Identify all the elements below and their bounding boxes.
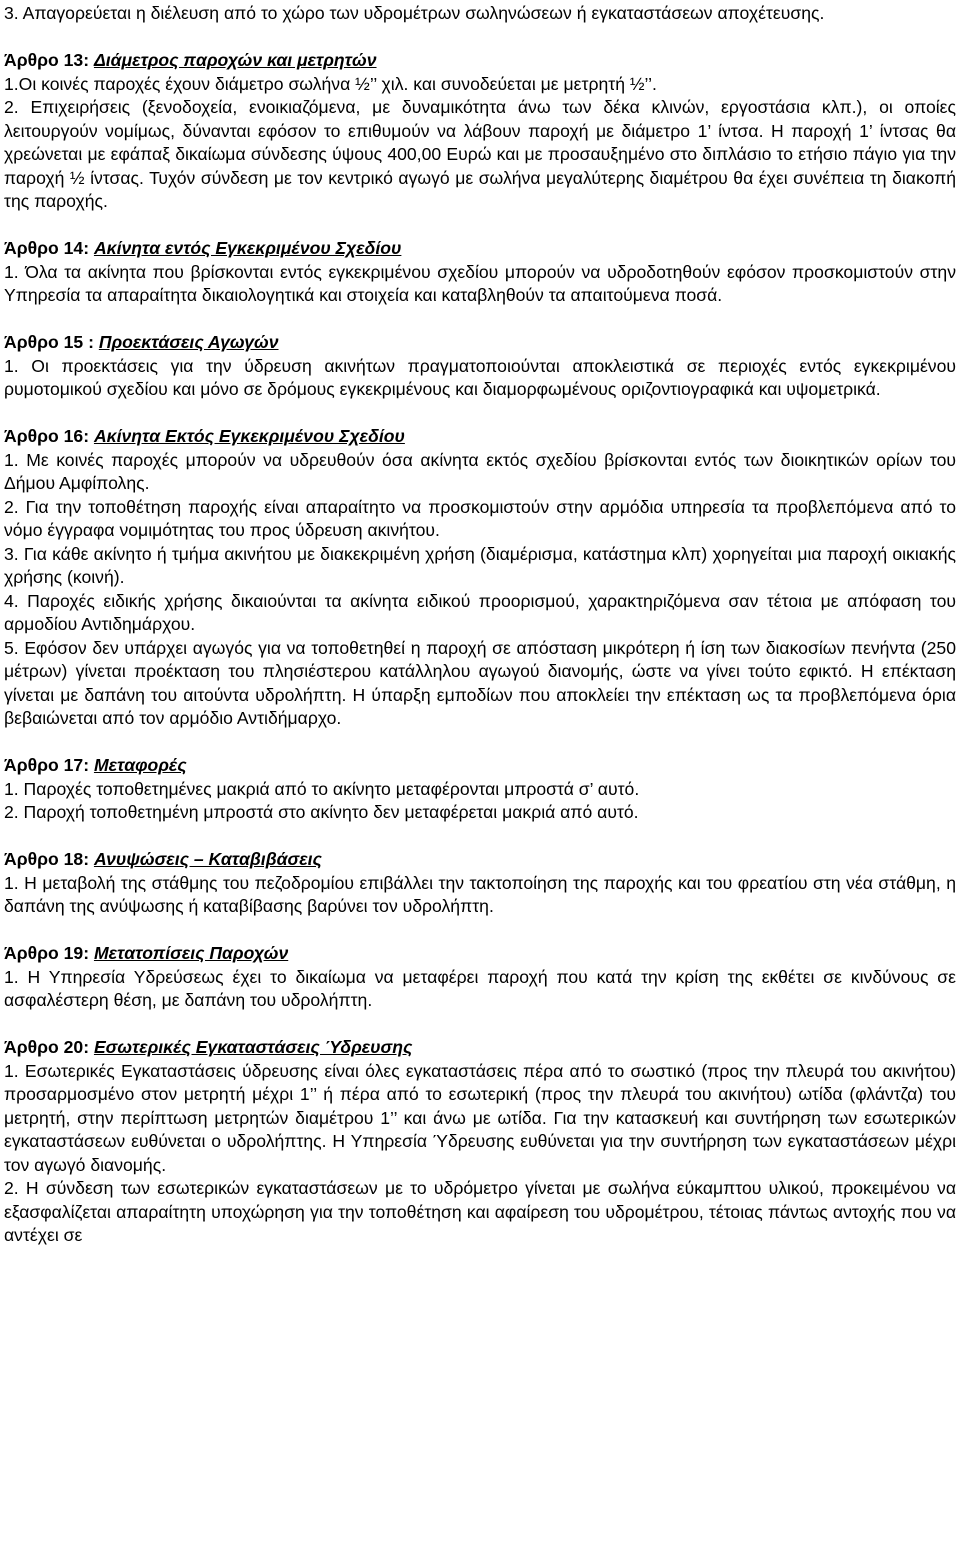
- article-heading: [4, 331, 956, 355]
- paragraph-spacer: [4, 308, 956, 332]
- article-heading: [4, 1036, 956, 1060]
- paragraph: 1. Οι προεκτάσεις για την ύδρευση ακινήτων πραγματοποιούνται αποκλειστικά σε περιοχές εντός εγκεκριμένου ρυμοτομικού σχεδίου και μόνο σε δρόμους εγκεκριμένους και διαμορφωμένους οριζοντιογραφικά και υψομετρικά.: [4, 355, 956, 399]
- paragraph-spacer: [4, 731, 956, 755]
- paragraph: 1. Παροχές τοποθετημένες μακριά από το ακίνητο μεταφέρονται μπροστά σ’ αυτό.: [4, 778, 640, 799]
- paragraph: 1. Όλα τα ακίνητα που βρίσκονται εντός εγκεκριμένου σχεδίου μπορούν να υδροδοτηθούν εφόσον προσκομιστούν στην Υπηρεσία τα απαραίτητα δικαιολογητικά και στοιχεία και καταβληθούν τα απαιτούμενα ποσά.: [4, 261, 956, 305]
- article-heading: [4, 237, 956, 261]
- article-title: Προεκτάσεις Αγωγών: [98, 332, 279, 352]
- article-heading: [4, 425, 956, 449]
- article-number: Άρθρο 17:: [4, 755, 94, 775]
- article-number: Άρθρο 13:: [4, 50, 94, 70]
- paragraph-spacer: [4, 919, 956, 943]
- article-number: Άρθρο 18:: [4, 849, 94, 869]
- article-number: Άρθρο 20:: [4, 1037, 94, 1057]
- article-title: Μεταφορές: [93, 755, 187, 775]
- paragraph: 2. Για την τοποθέτηση παροχής είναι απαραίτητο να προσκομιστούν στην αρμόδια υπηρεσία τα προβλεπόμενα από το νόμο έγγραφα νομιμότητας του προς ύδρευση ακινήτου.: [4, 496, 956, 540]
- paragraph-spacer: [4, 1013, 956, 1037]
- article-heading: [4, 942, 956, 966]
- article-title: Ακίνητα εντός Εγκεκριμένου Σχεδίου: [93, 238, 402, 258]
- article-heading: [4, 49, 956, 73]
- article-title: Ακίνητα Εκτός Εγκεκριμένου Σχεδίου: [93, 426, 405, 446]
- article-heading: [4, 848, 956, 872]
- paragraph-spacer: [4, 26, 956, 50]
- article-number: Άρθρο 16:: [4, 426, 94, 446]
- article-heading: [4, 754, 956, 778]
- paragraph: 2. Επιχειρήσεις (ξενοδοχεία, ενοικιαζόμενα, με δυναμικότητα άνω των δέκα κλινών, εργοστάσια κλπ.), οι οποίες λειτουργούν νομίμως, δύνανται εφόσον το επιθυμούν να λάβουν παροχή με διάμετρο 1’ ίντσα. Η παροχή 1’ ίντσας θα χρεώνεται με εφάπαξ δικαίωμα σύνδεσης ύψους 400,00 Ευρώ και με προσαυξημένο στο διπλάσιο το ετήσιο πάγιο για την παροχή ½ ίντσας. Τυχόν σύνδεση με τον κεντρικό αγωγό με σωλήνα μεγαλύτερης διαμέτρου θα έχει συνέπεια τη διακοπή της παροχής.: [4, 97, 956, 211]
- paragraph-spacer: [4, 825, 956, 849]
- paragraph: 2. Η σύνδεση των εσωτερικών εγκαταστάσεων με το υδρόμετρο γίνεται με σωλήνα εύκαμπτου υλικού, προκειμένου να εξασφαλίζεται απαραίτητη υποχώρηση για την τοποθέτηση και αφαίρεση του υδρομέτρου, τέτοιας πάντως αντοχής που να αντέχει σε: [4, 1178, 956, 1245]
- paragraph-spacer: [4, 402, 956, 426]
- article-title: Εσωτερικές Εγκαταστάσεις Ύδρευσης: [93, 1037, 413, 1057]
- article-number: Άρθρο 15 :: [4, 332, 99, 352]
- article-number: Άρθρο 19:: [4, 943, 94, 963]
- paragraph-spacer: [4, 214, 956, 238]
- paragraph: 4. Παροχές ειδικής χρήσης δικαιούνται τα ακίνητα ειδικού προορισμού, χαρακτηριζόμενα σαν τέτοια με απόφαση του αρμοδίου Αντιδημάρχου.: [4, 590, 956, 634]
- article-title: Μετατοπίσεις Παροχών: [93, 943, 289, 963]
- article-title: Ανυψώσεις – Καταβιβάσεις: [93, 849, 322, 869]
- paragraph: 5. Εφόσον δεν υπάρχει αγωγός για να τοποθετηθεί η παροχή σε απόσταση μικρότερη ή ίση των διακοσίων πενήντα (250 μέτρων) γίνεται προέκταση του πλησιέστερου κατάλληλου αγωγού διανομής, ώστε να γίνει τούτο εφικτό. Η επέκταση γίνεται με δαπάνη του αιτούντα υδρολήπτη. Η ύπαρξη εμποδίων που αποκλείει την επέκταση ως τα προβλεπόμενα όρια βεβαιώνεται από τον αρμόδιο Αντιδήμαρχο.: [4, 637, 956, 728]
- paragraph: 1. Η μεταβολή της στάθμης του πεζοδρομίου επιβάλλει την τακτοποίηση της παροχής και του φρεατίου στη νέα στάθμη, η δαπάνη της ανύψωσης ή καταβίβασης βαρύνει τον υδρολήπτη.: [4, 872, 956, 916]
- paragraph: 3. Απαγορεύεται η διέλευση από το χώρο των υδρομέτρων σωληνώσεων ή εγκαταστάσεων αποχέτευσης.: [4, 3, 825, 23]
- paragraph: 1. Εσωτερικές Εγκαταστάσεις ύδρευσης είναι όλες εγκαταστάσεις πέρα από το σωστικό (προς την πλευρά του ακινήτου) προσαρμοσμένο στον μετρητή μέχρι 1’’ ή πέρα από το εσωτερική (προς την πλευρά του ακινήτου) ωτίδα (φλάντζα) του μετρητή, στην περίπτωση μετρητών διαμέτρου 1’’ και άνω με ωτίδα. Για την κατασκευή και συντήρηση των εσωτερικών εγκαταστάσεων ευθύνεται ο υδρολήπτης. Η Υπηρεσία Ύδρευσης ευθύνεται για την συντήρηση των εγκαταστάσεων μέχρι τον αγωγό διανομής.: [4, 1060, 956, 1175]
- paragraph: 2. Παροχή τοποθετημένη μπροστά στο ακίνητο δεν μεταφέρεται μακριά από αυτό.: [4, 802, 639, 822]
- paragraph: 1. Η Υπηρεσία Υδρεύσεως έχει το δικαίωμα να μεταφέρει παροχή που κατά την κρίση της εκθέτει σε κινδύνους σε ασφαλέστερη θέση, με δαπάνη του υδρολήπτη.: [4, 966, 956, 1010]
- paragraph: 1.Οι κοινές παροχές έχουν διάμετρο σωλήνα ½’’ χιλ. και συνοδεύεται με μετρητή ½’’.: [4, 73, 657, 94]
- paragraph: 3. Για κάθε ακίνητο ή τμήμα ακινήτου με διακεκριμένη χρήση (διαμέρισμα, κατάστημα κλπ) χορηγείται μια παροχή οικιακής χρήσης (κοινή).: [4, 543, 956, 587]
- article-number: Άρθρο 14:: [4, 238, 94, 258]
- article-title: Διάμετρος παροχών και μετρητών: [93, 50, 377, 70]
- paragraph: 1. Με κοινές παροχές μπορούν να υδρευθούν όσα ακίνητα εκτός σχεδίου βρίσκονται εντός των διοικητικών ορίων του Δήμου Αμφίπολης.: [4, 449, 956, 493]
